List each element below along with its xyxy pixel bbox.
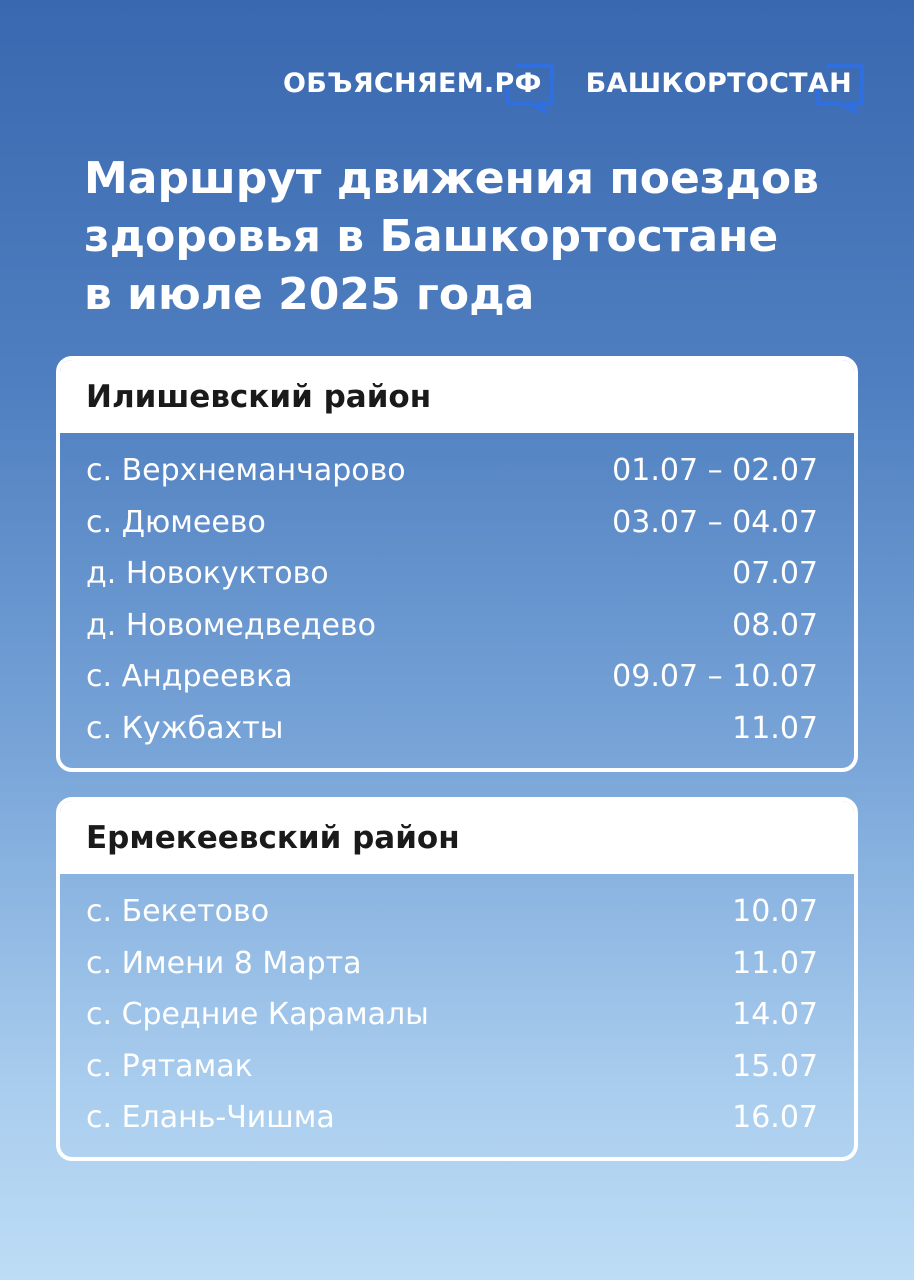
page-title xyxy=(84,150,864,324)
place-name: д. Новомедведево xyxy=(86,607,376,643)
district-card-ermekeevsky xyxy=(56,797,858,1161)
place-name: с. Рятамак xyxy=(86,1048,253,1084)
place-name: с. Кужбахты xyxy=(86,710,284,746)
brand-bashkortostan xyxy=(586,68,862,99)
place-name: с. Бекетово xyxy=(86,894,270,930)
place-name: с. Андреевка xyxy=(86,659,293,695)
schedule-row xyxy=(86,886,818,938)
schedule-row xyxy=(86,445,818,497)
district-name: Илишевский район xyxy=(86,378,432,415)
district-header xyxy=(60,360,854,433)
schedule-list xyxy=(60,433,854,754)
place-name: с. Верхнеманчарово xyxy=(86,453,406,489)
schedule-row xyxy=(86,651,818,703)
visit-date: 11.07 xyxy=(732,710,818,746)
place-name: с. Дюмеево xyxy=(86,504,266,540)
visit-date: 08.07 xyxy=(732,607,818,643)
visit-date: 07.07 xyxy=(732,556,818,592)
place-name: с. Средние Карамалы xyxy=(86,997,429,1033)
district-name: Ермекеевский район xyxy=(86,819,460,856)
title-line: здоровья в Башкортостане xyxy=(84,211,779,262)
district-card-ilishevsky xyxy=(56,356,858,772)
brand-label: ОБЪЯСНЯЕМ.РФ xyxy=(283,68,542,99)
brand-row xyxy=(283,68,862,99)
schedule-row xyxy=(86,1041,818,1093)
place-name: с. Елань-Чишма xyxy=(86,1100,335,1136)
visit-date: 15.07 xyxy=(732,1048,818,1084)
visit-date: 09.07 – 10.07 xyxy=(612,659,818,695)
schedule-row xyxy=(86,497,818,549)
title-line: в июле 2025 года xyxy=(84,269,535,320)
title-line: Маршрут движения поездов xyxy=(84,153,819,204)
brand-obyasnyaem xyxy=(283,68,552,99)
schedule-row xyxy=(86,548,818,600)
place-name: с. Имени 8 Марта xyxy=(86,945,362,981)
schedule-row xyxy=(86,989,818,1041)
district-header xyxy=(60,801,854,874)
visit-date: 16.07 xyxy=(732,1100,818,1136)
place-name: д. Новокуктово xyxy=(86,556,329,592)
visit-date: 03.07 – 04.07 xyxy=(612,504,818,540)
visit-date: 10.07 xyxy=(732,894,818,930)
visit-date: 11.07 xyxy=(732,945,818,981)
visit-date: 14.07 xyxy=(732,997,818,1033)
schedule-row xyxy=(86,938,818,990)
visit-date: 01.07 – 02.07 xyxy=(612,453,818,489)
schedule-row xyxy=(86,600,818,652)
schedule-list xyxy=(60,874,854,1144)
brand-label: БАШКОРТОСТАН xyxy=(585,68,852,99)
schedule-row xyxy=(86,1092,818,1144)
schedule-row xyxy=(86,703,818,755)
